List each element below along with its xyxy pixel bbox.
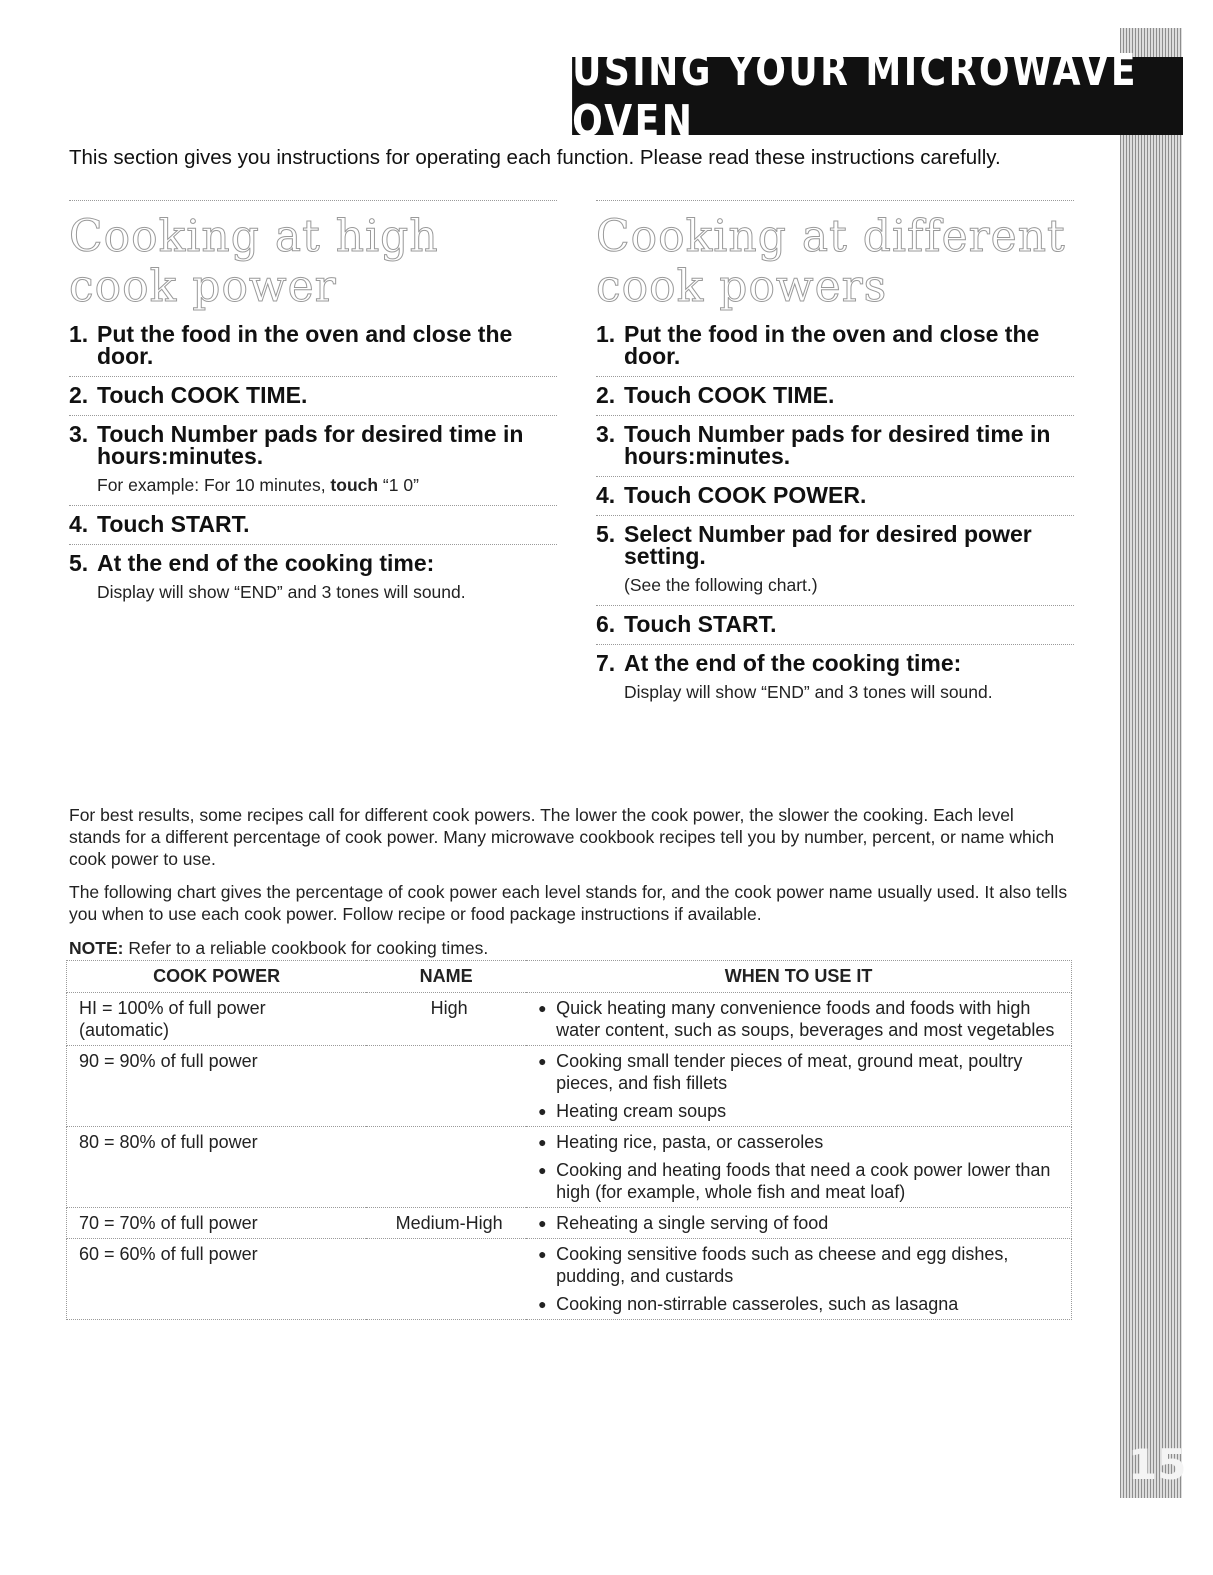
step-detail: Display will show “END” and 3 tones will sound. bbox=[624, 682, 993, 702]
page-number: 15 bbox=[1128, 1440, 1187, 1489]
bullet-icon: ● bbox=[538, 1103, 547, 1119]
section-title: Cooking at high cook power bbox=[69, 211, 439, 312]
note: NOTE: Refer to a reliable cookbook for cooking times. bbox=[69, 938, 489, 958]
step: 2. Touch COOK TIME. bbox=[596, 377, 1074, 416]
step: 2. Touch COOK TIME. bbox=[69, 377, 557, 416]
section-title: Cooking at different cook powers bbox=[596, 211, 1066, 312]
table-row: 80 = 80% of full power ● Heating rice, pasta, or casseroles ● Cooking and heating foods that need a cook power lower than high (for example, whole fish and meat loaf) bbox=[67, 1127, 1072, 1208]
bullet-icon: ● bbox=[538, 1296, 547, 1312]
step: 1. Put the food in the oven and close the door. bbox=[69, 316, 557, 377]
step: 3. Touch Number pads for desired time in hours:minutes. bbox=[596, 416, 1074, 477]
body-paragraph: The following chart gives the percentage of cook power each level stands for, and the cook power name usually used. It also tells you when to use each cook power. Follow recipe or food package instructions if available. bbox=[69, 882, 1068, 924]
step: 4. Touch COOK POWER. bbox=[596, 477, 1074, 516]
step: 3. Touch Number pads for desired time in hours:minutes. For example: For 10 minutes, touch “1 0” bbox=[69, 416, 557, 506]
step: 5. At the end of the cooking time: Display will show “END” and 3 tones will sound. bbox=[69, 545, 557, 612]
bullet-icon: ● bbox=[538, 1000, 547, 1016]
step: 5. Select Number pad for desired power setting. (See the following chart.) bbox=[596, 516, 1074, 606]
cook-power-table bbox=[66, 960, 1072, 1320]
table-row: 70 = 70% of full power Medium-High ● Reheating a single serving of food bbox=[67, 1208, 1072, 1239]
page-header: USING YOUR MICROWAVE OVEN bbox=[572, 57, 1183, 135]
column-header: COOK POWER bbox=[67, 961, 367, 993]
bullet-icon: ● bbox=[538, 1053, 547, 1069]
bullet-icon: ● bbox=[538, 1162, 547, 1178]
side-decorative-strip bbox=[1120, 28, 1187, 1498]
bullet-icon: ● bbox=[538, 1215, 547, 1231]
table-row: HI = 100% of full power (automatic) High ● Quick heating many convenience foods and foods with high water content, such as soups, beverages and most vegetables bbox=[67, 993, 1072, 1046]
step-detail: (See the following chart.) bbox=[624, 575, 818, 595]
table-header-row bbox=[67, 961, 1072, 993]
column-header: NAME bbox=[366, 961, 526, 993]
table-row: 90 = 90% of full power ● Cooking small tender pieces of meat, ground meat, poultry pieces, and fish fillets ● Heating cream soups bbox=[67, 1046, 1072, 1127]
bullet-icon: ● bbox=[538, 1134, 547, 1150]
body-paragraph: For best results, some recipes call for different cook powers. The lower the cook power, the slower the cooking. Each level stands for a different percentage of cook power. Many microwave cookbook recipes tell you by number, percent, or name which cook power to use. bbox=[69, 805, 1055, 869]
high-power-section bbox=[69, 200, 557, 612]
step: 4. Touch START. bbox=[69, 506, 557, 545]
table-row: 60 = 60% of full power ● Cooking sensitive foods such as cheese and egg dishes, pudding, and custards ● Cooking non-stirrable casseroles, such as lasagna bbox=[67, 1239, 1072, 1320]
step: 1. Put the food in the oven and close the door. bbox=[596, 316, 1074, 377]
step: 7. At the end of the cooking time: Display will show “END” and 3 tones will sound. bbox=[596, 645, 1074, 712]
step: 6. Touch START. bbox=[596, 606, 1074, 645]
column-header: WHEN TO USE IT bbox=[526, 961, 1071, 993]
step-detail: For example: For 10 minutes, touch “1 0” bbox=[97, 475, 419, 495]
different-powers-section bbox=[596, 200, 1074, 712]
step-detail: Display will show “END” and 3 tones will sound. bbox=[97, 582, 466, 602]
intro-text: This section gives you instructions for operating each function. Please read these instructions carefully. bbox=[69, 146, 1001, 169]
bullet-icon: ● bbox=[538, 1246, 547, 1262]
